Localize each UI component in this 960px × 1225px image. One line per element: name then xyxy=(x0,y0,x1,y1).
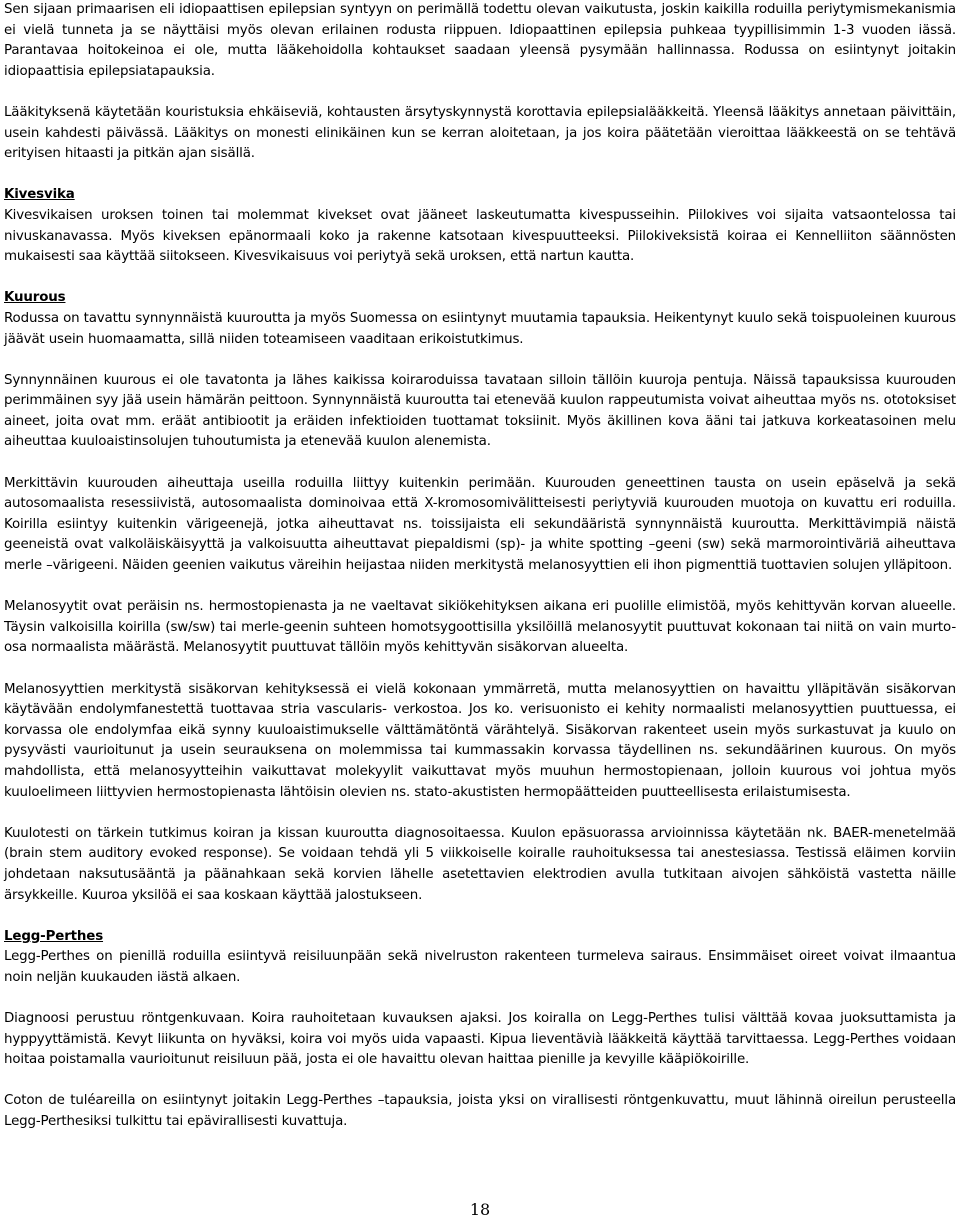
heading-legg-perthes: Legg-Perthes xyxy=(4,928,104,944)
paragraph-kuurous-congenital: Synnynnäinen kuurous ei ole tavatonta ja lähes kaikissa koiraroduissa tavataan silloin tällöin kuuroja pentuja. Näissä tapauksissa kuurouden perimmäinen syy jää usein hämärän peittoon. Synnynnäistä kuuroutta tai etenevää kuulon rappeutumista voivat aiheuttaa myös ns. ototoksiset aineet, joita ovat mm. eräät antibiootit ja eräiden infektioiden tuottamat toksiinit. Myös äkillinen kova ääni tai jatkuva korkeatasoinen melu aiheuttaa kuuloaistinsolujen tuhoutumista ja etenevää kuulon alenemista. xyxy=(4,372,956,450)
heading-kivesvika: Kivesvika xyxy=(4,187,75,203)
paragraph-epilepsy-medication: Lääkityksenä käytetään kouristuksia ehkäiseviä, kohtausten ärsytyskynnystä korottavia epilepsialääkkeitä. Yleensä lääkitys annetaan päivittäin, usein kahdesti päivässä. Lääkitys on monesti elinikäinen kun se kerran aloitetaan, ja jos koira päätetään vieroittaa lääkkeestä on se tehtävä erityisen hitaasti ja pitkän ajan sisällä. xyxy=(4,104,956,162)
paragraph-legg-perthes-diagnosis: Diagnoosi perustuu röntgenkuvaan. Koira rauhoitetaan kuvauksen ajaksi. Jos koiralla on Legg-Perthes tulisi välttää kovaa juoksuttamista ja hyppyyttämistä. Kevyt liikunta on hyväksi, koira voi myös uida vapaasti. Kipua lieventävià lääkkeitä käyttää tarvittaessa. Legg-Perthes voidaan hoitaa poistamalla vaurioitunut reisiluun pää, josta ei ole havaittu olevan haittaa pienille ja kevyille kääpiökoirille. xyxy=(4,1011,956,1068)
paragraph-melanocytes-inner-ear: Melanosyyttien merkitystä sisäkorvan kehityksessä ei vielä kokonaan ymmärretä, mutta melanosyyttien on havaittu ylläpitävän sisäkorvan käytävään endolymfanestettä tuottavaa stria vascularis- verkostoa. Jos ko. verisuonisto ei kehity normaalisti melanosyyttien puuttuessa, ei korvassa ole endolymfaa eikä synny kuuloaistimukselle välttämätöntä värähtelyä. Sisäkorvan rakenteet usein myös surkastuvat ja kuulo on pysyvästi vaurioitunut ja usein seurauksena on molemmissa tai kummassakin korvassa täydellinen ns. sekundäärinen kuurous. On myös mahdollista, että melanosyytteihin vaikuttavat molekyylit vaikuttavat myös muuhun hermostopienaan, jolloin kuurous voi johtua myös kuuloelimeen liittyvien hermostopienasta lähtöisin olevien ns. stato-akustisten hermopäätteiden puutteellisesta erilaistumisesta. xyxy=(4,681,956,800)
paragraph-legg-perthes-intro: Legg-Perthes on pienillä roduilla esiintyvä reisiluunpään sekä nivelruston rakenteen turmeleva sairaus. Ensimmäiset oireet voivat ilmaantua noin neljän kuukauden iästä alkaen. xyxy=(4,949,956,985)
heading-kuurous: Kuurous xyxy=(4,290,66,306)
paragraph-melanocytes: Melanosyytit ovat peräisin ns. hermostopienasta ja ne vaeltavat sikiökehityksen aikana eri puolille elimistöä, myös kehittyvän korvan alueelle. Täysin valkoisilla koirilla (sw/sw) tai merle-geenin suhteen homotsygoottisilla yksilöillä melanosyytit puuttuvat kokonaan tai niitä on vain murto-osa normaalista määrästä. Melanosyytit puuttuvat tällöin myös kehittyvän sisäkorvan alueelta. xyxy=(4,599,956,656)
paragraph-legg-perthes-coton: Coton de tuléareilla on esiintynyt joitakin Legg-Perthes –tapauksia, joista yksi on virallisesti röntgenkuvattu, muut lähinnä oireilun perusteella Legg-Perthesiksi tulkittu tai epävirallisesti kuvattuja. xyxy=(4,1093,956,1130)
paragraph-kuurous-intro: Rodussa on tavattu synnynnäistä kuuroutta ja myös Suomessa on esiintynyt muutamia tapauksia. Heikentynyt kuulo sekä toispuoleinen kuurous jäävät usein huomaamatta, sillä niiden toteamiseen vaaditaan erikoistutkimus. xyxy=(4,310,956,347)
page-number: 18 xyxy=(469,1200,491,1219)
document-page xyxy=(4,0,956,1133)
paragraph-epilepsy-intro: Sen sijaan primaarisen eli idiopaattisen epilepsian syntyyn on perimällä todettu olevan vaikutusta, joskin kaikilla roduilla periytymismekanismia ei vielä tunneta ja se näyttäisi myös olevan erilainen rodusta riippuen. Idiopaattinen epilepsia puhkeaa tyypillisimmin 1-3 vuoden iässä. Parantavaa hoitokeinoa ei ole, mutta lääkehoidolla kohtaukset saadaan yleensä pysymään hallinnassa. Rodussa on esiintynyt joitakin idiopaattisia epilepsiatapauksia. xyxy=(4,2,956,79)
paragraph-kivesvika: Kivesvikaisen uroksen toinen tai molemmat kivekset ovat jääneet laskeutumatta kivespusseihin. Piilokives voi sijaita vatsaontelossa tai nivuskanavassa. Myös kiveksen epänormaali koko ja rakenne katsotaan kivespuutteeksi. Piilokiveksistä koiraa ei Kennelliiton säännösten mukaisesti saa käyttää siitokseen. Kivesvikaisuus voi periytyä sekä uroksen, että nartun kautta. xyxy=(4,207,956,265)
paragraph-kuurous-genetics: Merkittävin kuurouden aiheuttaja useilla roduilla liittyy kuitenkin perimään. Kuurouden geneettinen tausta on usein epäselvä ja sekä autosomaalista resessiivistä, autosomaalista dominoivaa että X-kromosomivälitteisesti periytyviä kuurouden muotoja on kuvattu eri roduilla. Koirilla esiintyy kuitenkin värigeenejä, jotka aiheuttavat ns. toissijaista eli sekundääristä synnynnäistä kuuroutta. Merkittävimpiä näistä geeneistä ovat valkoläiskäisyyttä ja valkoisuutta aiheuttavat piepaldismi (sp)- ja white spotting –geeni (sw) sekä marmorointiväriä aiheuttava merle –värigeeni. Näiden geenien vaikutus väreihin heijastaa niiden merkitystä melanosyyttien eli ihon pigmenttiä tuottavien solujen ylläpitoon. xyxy=(4,475,956,574)
paragraph-hearing-test: Kuulotesti on tärkein tutkimus koiran ja kissan kuuroutta diagnosoitaessa. Kuulon epäsuorassa arvioinnissa käytetään nk. BAER-menetelmää (brain stem auditory evoked response). Se voidaan tehdä yli 5 viikkoiselle koiralle rauhoituksessa tai anestesiassa. Testissä eläimen korviin johdetaan naksutusääntä ja päänahkaan sekä korvien lähelle asetettavien elektrodien avulla tutkitaan aivojen sähköistä vastetta näille ärsykkeille. Kuuroa yksilöä ei saa koskaan käyttää jalostukseen. xyxy=(4,825,956,903)
